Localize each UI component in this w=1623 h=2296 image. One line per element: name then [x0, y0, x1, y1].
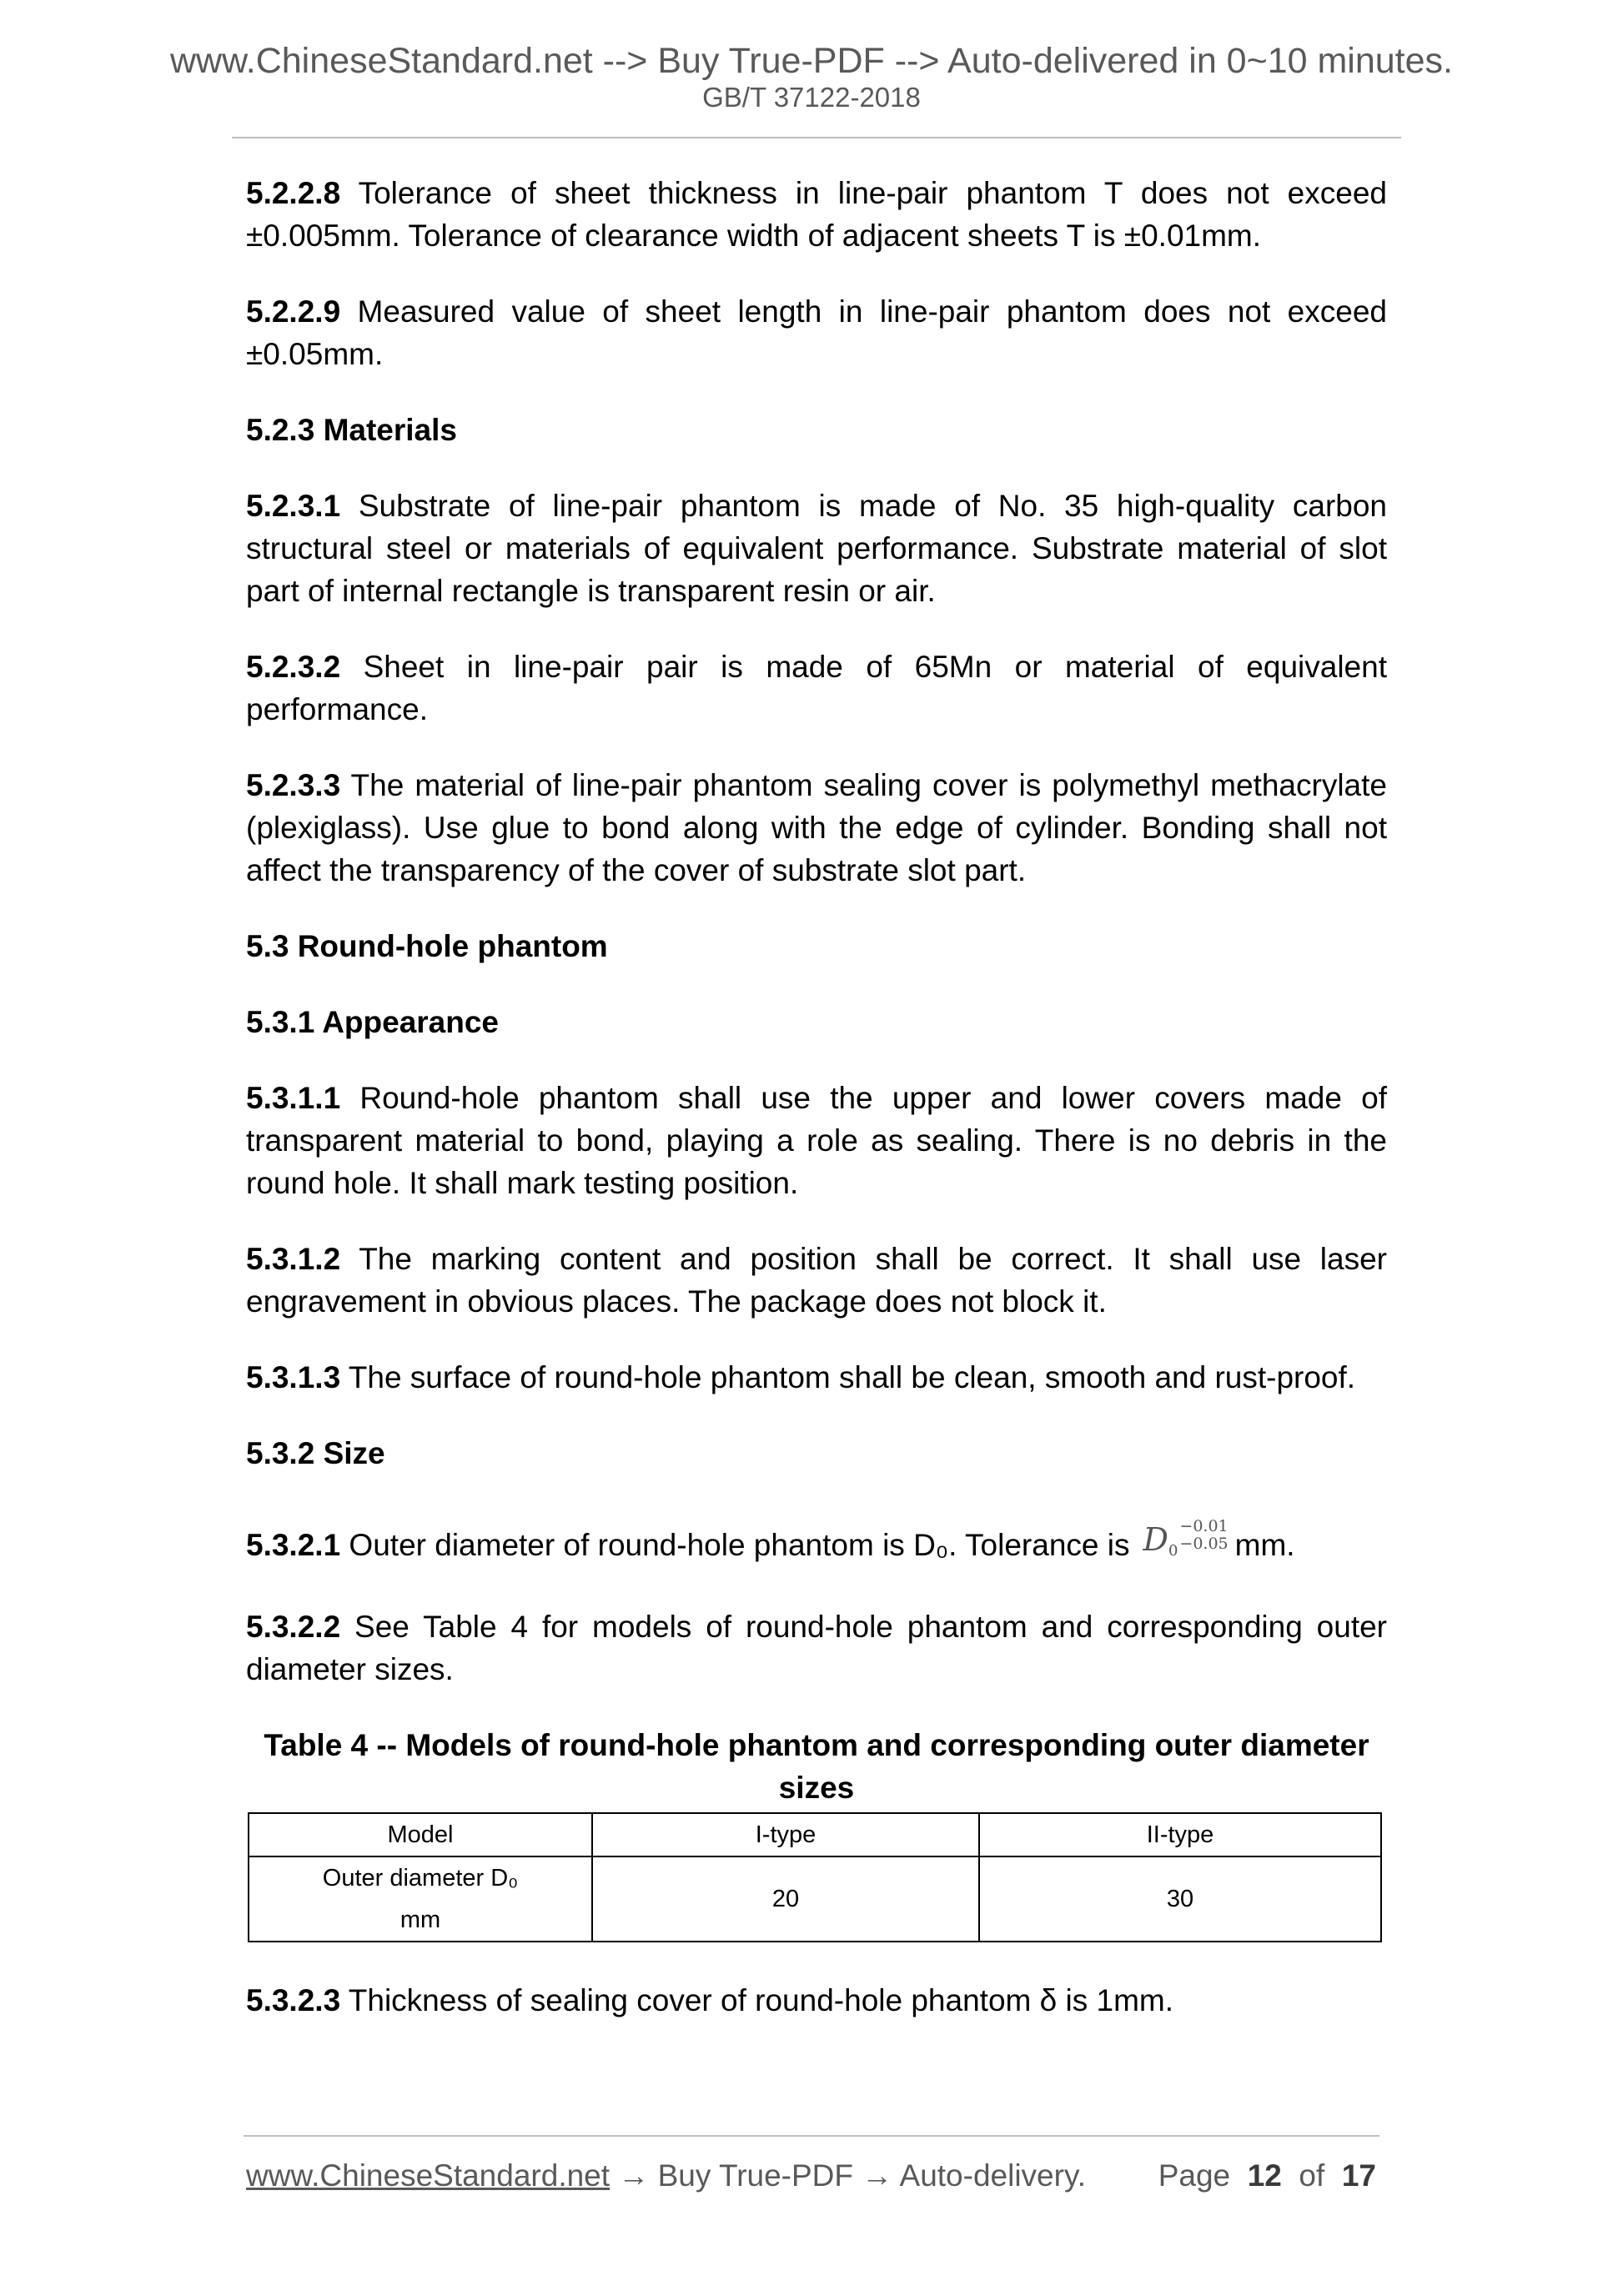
clause-5-3-1-3 — [246, 1356, 1387, 1399]
clause-5-2-2-9 — [246, 290, 1387, 375]
table-row-label — [249, 1856, 592, 1942]
page-content — [246, 172, 1387, 2055]
clause-5-2-3-1 — [246, 485, 1387, 612]
table-header-row — [249, 1813, 1381, 1856]
clause-number: 5.3.2.1 — [246, 1528, 341, 1562]
clause-number: 5.2.2.9 — [246, 294, 341, 329]
clause-number: 5.3.2.2 — [246, 1610, 341, 1644]
formula-lower: −0.05 — [1179, 1535, 1229, 1553]
page-footer — [246, 2160, 1376, 2191]
clause-number: 5.2.3.3 — [246, 768, 341, 802]
clause-number: 5.3.1.2 — [246, 1242, 341, 1276]
header-banner: www.ChineseStandard.net --> Buy True-PDF --> Auto-delivered in 0~10 minutes. — [169, 41, 1453, 81]
clause-5-3-2-1 — [246, 1518, 1387, 1572]
clause-text: Thickness of sealing cover of round-hole phantom δ is 1mm. — [340, 1983, 1173, 2017]
formula-upper: −0.01 — [1179, 1517, 1229, 1535]
clause-text: See Table 4 for models of round-hole phantom and corresponding outer diameter sizes. — [246, 1610, 1387, 1686]
table-cell: 30 — [979, 1856, 1381, 1942]
clause-text: Measured value of sheet length in line-pair phantom does not exceed ±0.05mm. — [246, 294, 1387, 371]
clause-text: The surface of round-hole phantom shall be clean, smooth and rust-proof. — [340, 1360, 1356, 1394]
formula-subscript: 0 — [1168, 1542, 1178, 1560]
table-row — [249, 1856, 1381, 1942]
footer-site-link[interactable]: www.ChineseStandard.net — [246, 2158, 611, 2193]
clause-5-3-1-2 — [246, 1238, 1387, 1323]
clause-number: 5.3.2.3 — [246, 1983, 341, 2017]
page-of: of — [1299, 2158, 1325, 2193]
clause-number: 5.2.3.1 — [246, 489, 341, 523]
table-4 — [248, 1812, 1382, 1942]
footer-divider — [244, 2135, 1379, 2137]
clause-number: 5.3.1.3 — [246, 1360, 341, 1394]
heading-5-3: 5.3 Round-hole phantom — [246, 929, 608, 963]
page-total: 17 — [1341, 2158, 1376, 2193]
clause-text: Substrate of line-pair phantom is made of No. 35 high-quality carbon structural steel or materials of equivalent performance. Substrate material of slot part of internal rectangle is transparent resin or air. — [246, 489, 1387, 608]
clause-5-2-3-2 — [246, 646, 1387, 731]
clause-text: Sheet in line-pair pair is made of 65Mn or material of equivalent performance. — [246, 650, 1387, 726]
standard-code: GB/T 37122-2018 — [702, 82, 921, 113]
page-label: Page — [1158, 2158, 1231, 2193]
clause-number: 5.2.3.2 — [246, 650, 341, 684]
clause-text: The material of line-pair phantom sealing cover is polymethyl methacrylate (plexiglass). Use glue to bond along with the edge of cylinder. Bonding shall not affect the transparency of the cover of substrate slot part. — [246, 768, 1387, 887]
unit-text: mm. — [1234, 1528, 1295, 1562]
clause-text: The marking content and position shall be correct. It shall use laser engravement in obvious places. The package does not block it. — [246, 1242, 1387, 1319]
row-label-line1: Outer diameter D₀ — [322, 1865, 519, 1892]
header-divider — [232, 137, 1401, 138]
formula-tolerance-stack — [1179, 1518, 1228, 1553]
table-cell: 20 — [592, 1856, 979, 1942]
page-number — [1158, 2160, 1376, 2191]
heading-5-3-1: 5.3.1 Appearance — [246, 1005, 500, 1039]
heading-5-2-3: 5.2.3 Materials — [246, 413, 457, 447]
row-label-line2: mm — [399, 1907, 441, 1933]
table-caption: Table 4 -- Models of round-hole phantom and corresponding outer diameter sizes — [264, 1728, 1369, 1805]
clause-5-2-2-8 — [246, 172, 1387, 257]
table-header-cell: I-type — [592, 1813, 979, 1856]
page-current: 12 — [1247, 2158, 1282, 2193]
clause-5-2-3-3 — [246, 764, 1387, 892]
clause-number: 5.3.1.1 — [246, 1081, 341, 1115]
footer-trail-text: → Buy True-PDF → Auto-delivery. — [610, 2158, 1086, 2193]
clause-number: 5.2.2.8 — [246, 176, 341, 210]
heading-5-3-2: 5.3.2 Size — [246, 1436, 385, 1470]
tolerance-formula — [1143, 1518, 1228, 1572]
formula-base: D — [1143, 1521, 1168, 1558]
table-header-cell: Model — [249, 1813, 592, 1856]
clause-5-3-2-3 — [246, 1979, 1387, 2022]
clause-text: Round-hole phantom shall use the upper and lower covers made of transparent material to bond, playing a role as sealing. There is no debris in the round hole. It shall mark testing position. — [246, 1081, 1387, 1200]
clause-5-3-2-2 — [246, 1605, 1387, 1691]
clause-text: Tolerance of sheet thickness in line-pair phantom T does not exceed ±0.005mm. Tolerance of clearance width of adjacent sheets T is ±0.01mm. — [246, 176, 1387, 253]
clause-text: Outer diameter of round-hole phantom is D₀. Tolerance is — [340, 1528, 1130, 1562]
table-header-cell: II-type — [979, 1813, 1381, 1856]
clause-5-3-1-1 — [246, 1077, 1387, 1204]
